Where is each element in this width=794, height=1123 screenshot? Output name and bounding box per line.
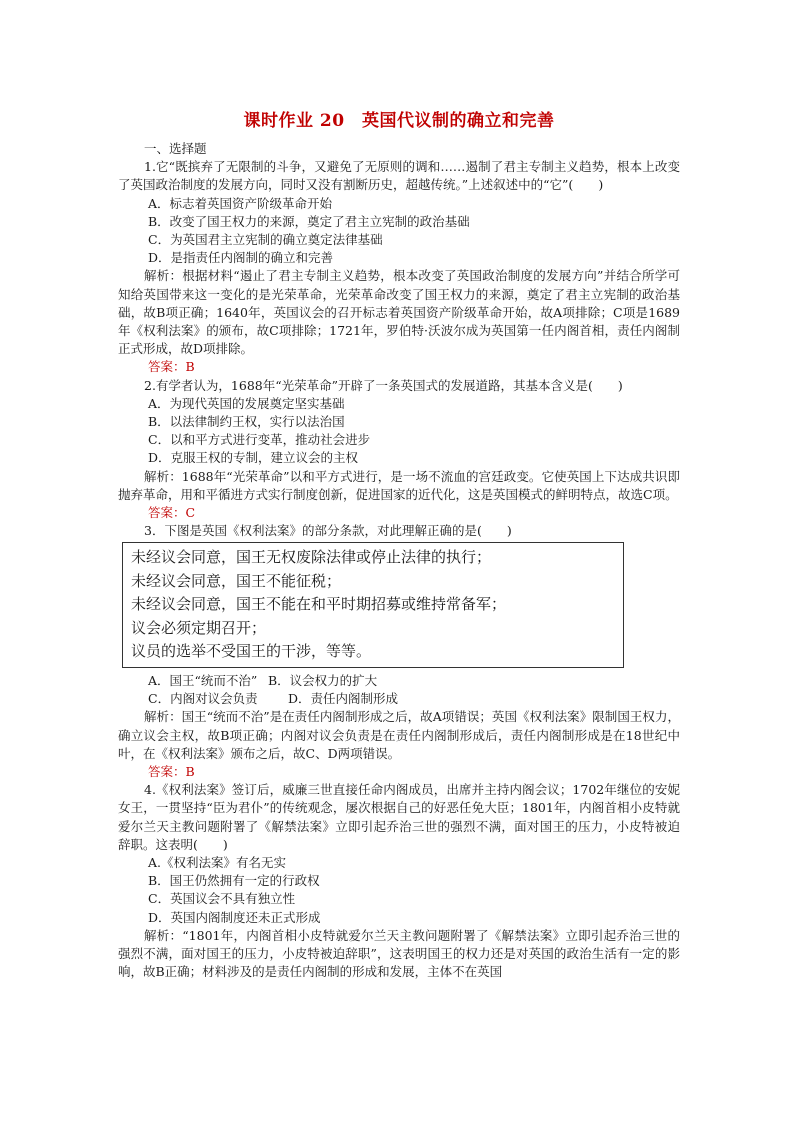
question-3 [118,522,680,781]
clause: 未经议会同意，国王不能征税； [131,571,342,590]
question-stem: 2.有学者认为，1688年“光荣革命”开辟了一条英国式的发展道路，其基本含义是( ) [144,377,623,393]
clause: 议员的选举不受国王的干涉，等等。 [131,642,372,661]
option-a: A．为现代英国的发展奠定坚实基础 [148,395,345,411]
clause: 议会必须定期召开； [131,618,267,637]
question-4 [118,781,680,981]
option-c: C．为英国君主立宪制的确立奠定法律基础 [148,232,383,248]
option-d: D．英国内阁制度还未正式形成 [148,909,321,925]
option-b: B．以法律制约王权，实行以法治国 [148,414,345,430]
question-1 [118,158,680,376]
option-c: C．以和平方式进行变革，推动社会进步 [148,432,371,448]
answer: 答案：B [148,763,195,779]
analysis: 解析：1688年“光荣革命”以和平方式进行，是一场不流血的宫廷政变。它使英国上下达成共识即抛弃革命，用和平循进方式实行制度创新，促进国家的近代化，这是英国模式的鲜明特点，故选C项。 [118,468,680,502]
option-d: D．责任内阁制形成 [288,691,399,707]
clause: 未经议会同意，国王无权废除法律或停止法律的执行； [131,548,492,567]
option-b: B．议会权力的扩大 [268,672,378,688]
option-a: A.《权利法案》有名无实 [148,855,287,870]
option-c: C．英国议会不具有独立性 [148,891,296,907]
analysis: 解析：根据材料“遏止了君主专制主义趋势，根本改变了英国政治制度的发展方向”并结合所学可知给英国带来这一变化的是光荣革命，光荣革命改变了国王权力的来源，奠定了君主立宪制的政治基础，故B项正确；1640年，英国议会的召开标志着英国资产阶级革命开始，故A项排除；C项是1689年《权利法案》的颁布，故C项排除；1721年，罗伯特·沃波尔成为英国第一任内阁首相，责任内阁制正式形成，故D项排除。 [118,268,681,357]
option-b: B．改变了国王权力的来源，奠定了君主立宪制的政治基础 [148,213,470,229]
page-title: 课时作业 20 英国代议制的确立和完善 [243,111,555,131]
answer: 答案：B [148,359,195,375]
document-page [118,100,680,981]
option-a: A．国王“统而不治” [148,672,258,688]
option-c: C．内阁对议会负责 [148,691,258,707]
question-stem: 3．下图是英国《权利法案》的部分条款，对此理解正确的是( ) [144,523,512,539]
option-b: B．国王仍然拥有一定的行政权 [148,873,320,889]
option-a: A．标志着英国资产阶级革命开始 [148,195,333,211]
analysis: 解析：“1801年，内阁首相小皮特就爱尔兰天主教问题附署了《解禁法案》立即引起乔治三世的强烈不满，面对国王的压力，小皮特被迫辞职”，这表明国王的权力还是对英国的政治生活有一定的影响，故B正确；材料涉及的是责任内阁制的形成和发展，主体不在英国 [118,927,680,980]
option-d: D．克服王权的专制，建立议会的主权 [148,450,359,466]
option-d: D．是指责任内阁制的确立和完善 [148,250,334,266]
question-stem: 4.《权利法案》签订后，威廉三世直接任命内阁成员，出席并主持内阁会议；1702年继位的安妮女王，一贯坚持“臣为君仆”的传统观念，屡次根据自己的好恶任免大臣；1801年，内阁首相小皮特就爱尔兰天主教问题附署了《解禁法案》立即引起乔治三世的强烈不满，面对国王的压力，小皮特被迫辞职。这表明( ) [118,782,680,852]
clause: 未经议会同意，国王不能在和平时期招募或维持常备军； [131,595,507,614]
question-2 [118,377,680,523]
analysis: 解析：国王“统而不治”是在责任内阁制形成之后，故A项错误；英国《权利法案》限制国王权力，确立议会主权，故B项正确；内阁对议会负责是在责任内阁制形成后，责任内阁制形成是在18世纪中叶，在《权利法案》颁布之后，故C、D两项错误。 [118,709,681,761]
question-stem: 1.它“既摈弃了无限制的斗争，又避免了无原则的调和……遏制了君主专制主义趋势，根本上改变了英国政治制度的发展方向，同时又没有割断历史，超越传统。”上述叙述中的“它”( ) [118,159,680,193]
answer: 答案：C [148,505,196,521]
section-heading: 一、选择题 [144,141,207,156]
bill-of-rights-clauses [122,542,624,668]
